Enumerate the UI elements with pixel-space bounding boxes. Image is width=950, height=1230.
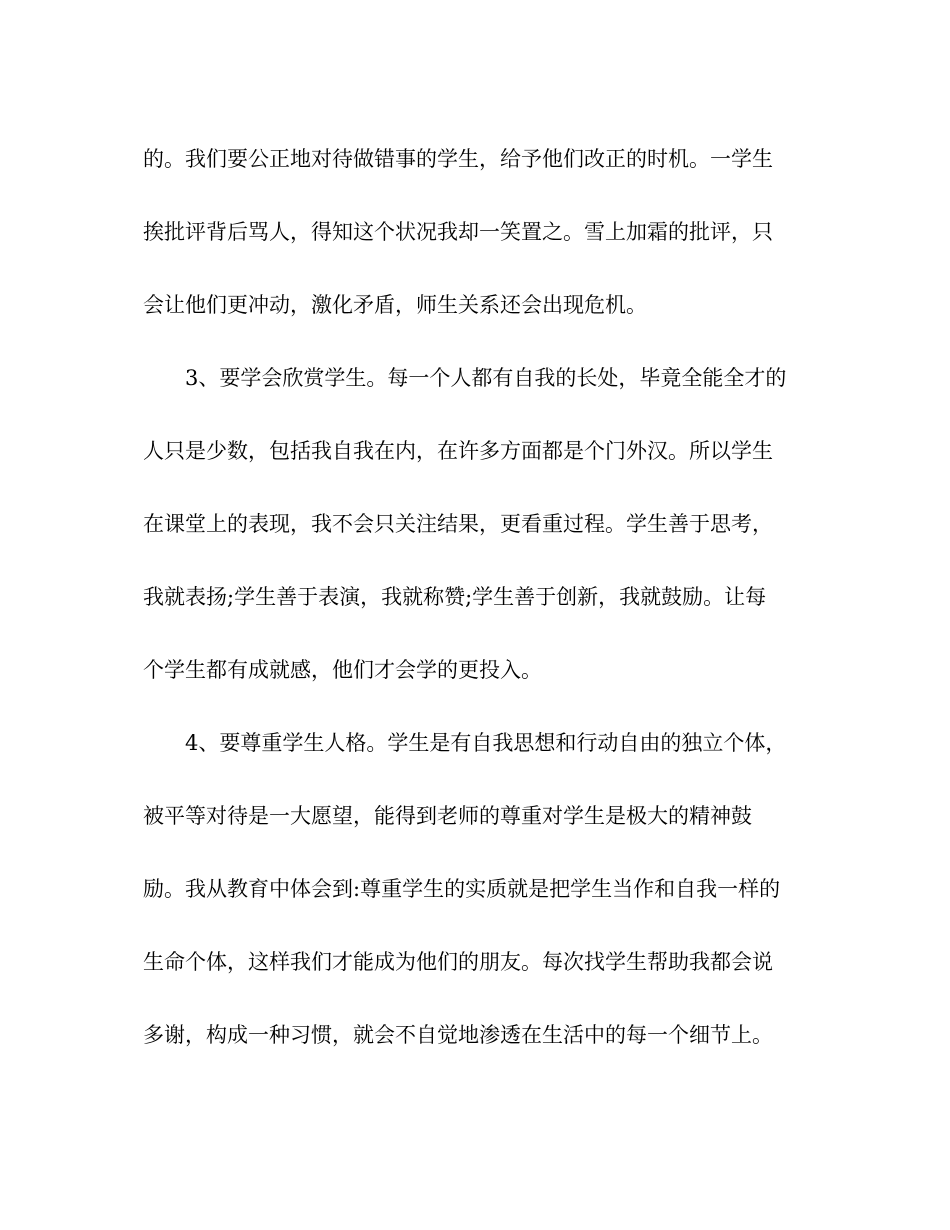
text-line: 个学生都有成就感，他们才会学的更投入。 xyxy=(143,658,542,682)
text-line: 生命个体，这样我们才能成为他们的朋友。每次找学生帮助我都会说 xyxy=(143,950,773,974)
text-line: 在课堂上的表现，我不会只关注结果，更看重过程。学生善于思考， xyxy=(143,512,773,536)
text-line: 多谢，构成一种习惯，就会不自觉地渗透在生活中的每一个细节上。 xyxy=(143,1023,773,1047)
text-line: 被平等对待是一大愿望，能得到老师的尊重对学生是极大的精神鼓 xyxy=(143,804,752,828)
text-line: 的。我们要公正地对待做错事的学生，给予他们改正的时机。一学生 xyxy=(143,147,773,171)
text-line: 励。我从教育中体会到:尊重学生的实质就是把学生当作和自我一样的 xyxy=(143,877,781,901)
paragraph-3-start: 3、要学会欣赏学生。每一个人都有自我的长处，毕竟全能全才的 xyxy=(143,366,787,390)
text-line: 挨批评背后骂人，得知这个状况我却一笑置之。雪上加霜的批评，只 xyxy=(143,220,773,244)
text-line: 人只是少数，包括我自我在内，在许多方面都是个门外汉。所以学生 xyxy=(143,439,773,463)
text-line: 我就表扬;学生善于表演，我就称赞;学生善于创新，我就鼓励。让每 xyxy=(143,585,767,609)
paragraph-4-start: 4、要尊重学生人格。学生是有自我思想和行动自由的独立个体， xyxy=(143,731,787,755)
text-line: 会让他们更冲动，激化矛盾，师生关系还会出现危机。 xyxy=(143,293,647,317)
